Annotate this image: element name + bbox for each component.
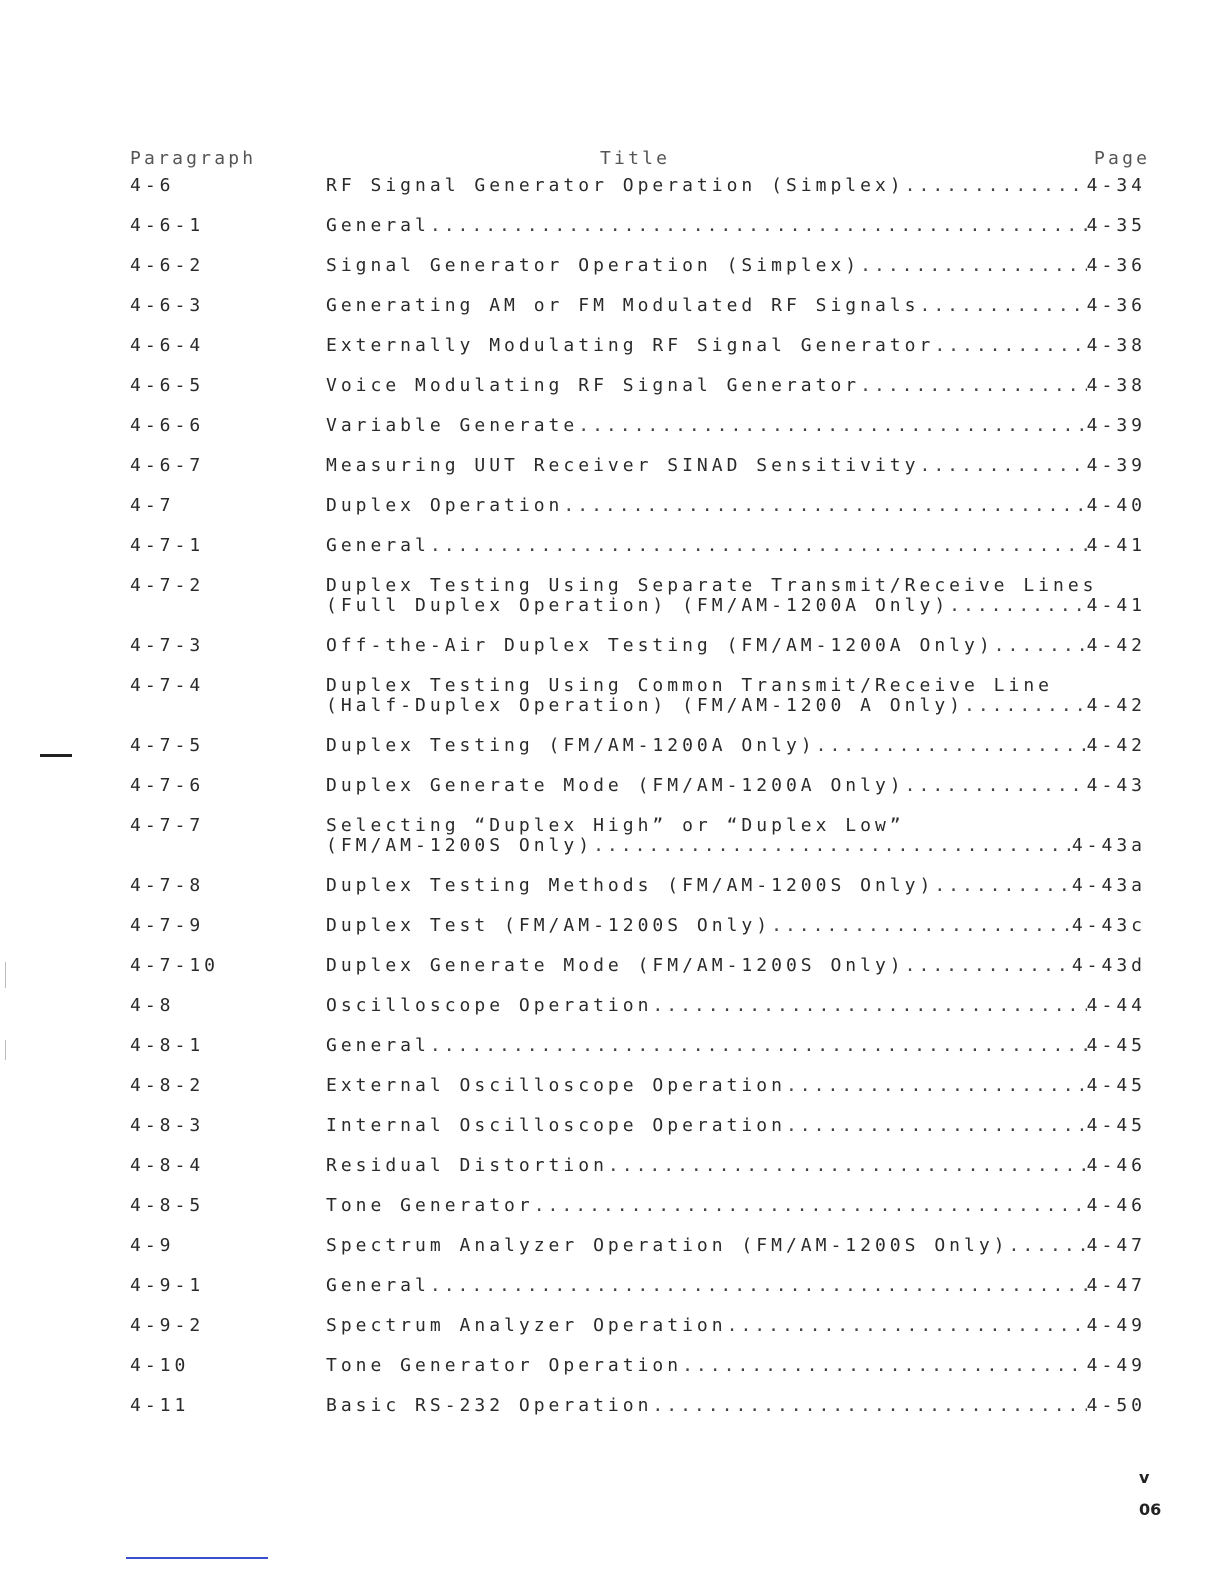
page-reference: 4-38 (1086, 336, 1146, 356)
entry-title: Basic RS-232 Operation (326, 1396, 653, 1416)
toc-entry (0, 1036, 1224, 1076)
toc-entry (0, 496, 1224, 536)
page-reference: 4-41 (1086, 596, 1146, 616)
entry-title-line (326, 1236, 1146, 1256)
dot-leader (430, 216, 1087, 236)
toc-entry (0, 296, 1224, 336)
entry-title: Spectrum Analyzer Operation (FM/AM-1200S Only) (326, 1236, 1009, 1256)
paragraph-number: 4-7-5 (130, 735, 205, 756)
entry-title: Variable Generate (326, 416, 579, 436)
page-reference: 4-36 (1086, 296, 1146, 316)
toc-entry (0, 1356, 1224, 1396)
paragraph-number: 4-6-3 (130, 295, 205, 316)
toc-entry (0, 776, 1224, 816)
entry-title: Duplex Testing (FM/AM-1200A Only) (326, 736, 816, 756)
toc-entry (0, 216, 1224, 256)
entry-title: Selecting “Duplex High” or “Duplex Low” (326, 815, 905, 836)
dot-leader (964, 696, 1087, 716)
page-reference: 4-49 (1086, 1316, 1146, 1336)
entry-title-line (326, 496, 1146, 516)
page-reference: 4-49 (1086, 1356, 1146, 1376)
dot-leader (934, 336, 1086, 356)
entry-title-line (326, 1036, 1146, 1056)
paragraph-number: 4-6-7 (130, 455, 205, 476)
column-header-paragraph: Paragraph (130, 148, 257, 169)
toc-entry (0, 456, 1224, 496)
toc-entry (0, 1156, 1224, 1196)
entry-title-line (326, 1396, 1146, 1416)
entry-title: External Oscilloscope Operation (326, 1076, 786, 1096)
entry-title-line (326, 376, 1146, 396)
toc-entry (0, 376, 1224, 416)
entry-title: General (326, 536, 430, 556)
paragraph-number: 4-6-1 (130, 215, 205, 236)
paragraph-number: 4-7-7 (130, 815, 205, 836)
entry-title-line (326, 696, 1146, 716)
entry-title-line (326, 736, 1146, 756)
entry-title: Tone Generator (326, 1196, 534, 1216)
entry-title: Residual Distortion (326, 1156, 608, 1176)
paragraph-number: 4-6-2 (130, 255, 205, 276)
page-reference: 4-46 (1086, 1196, 1146, 1216)
page-reference: 4-45 (1086, 1036, 1146, 1056)
dot-leader (682, 1356, 1087, 1376)
page-reference: 4-39 (1086, 456, 1146, 476)
entry-title-continuation: (Full Duplex Operation) (FM/AM-1200A Only) (326, 596, 950, 616)
toc-entry (0, 1116, 1224, 1156)
paragraph-number: 4-7-2 (130, 575, 205, 596)
paragraph-number: 4-7 (130, 495, 175, 516)
entry-title-line (326, 1316, 1146, 1336)
entry-title-line (326, 1156, 1146, 1176)
page-reference: 4-45 (1086, 1116, 1146, 1136)
paragraph-number: 4-6-4 (130, 335, 205, 356)
dot-leader (786, 1116, 1087, 1136)
scan-artifact-line (5, 962, 6, 988)
entry-title-line (326, 1196, 1146, 1216)
paragraph-number: 4-9-1 (130, 1275, 205, 1296)
entry-title-line (326, 876, 1146, 896)
entry-title-line (326, 1356, 1146, 1376)
entry-title: Voice Modulating RF Signal Generator (326, 376, 861, 396)
entry-title: Tone Generator Operation (326, 1356, 683, 1376)
entry-title-line (326, 596, 1146, 616)
page-reference: 4-47 (1086, 1276, 1146, 1296)
entry-title: Measuring UUT Receiver SINAD Sensitivity (326, 456, 920, 476)
page-reference: 4-35 (1086, 216, 1146, 236)
page-reference: 4-42 (1086, 636, 1146, 656)
paragraph-number: 4-8-4 (130, 1155, 205, 1176)
page-reference: 4-43a (1071, 876, 1146, 896)
dot-leader (994, 636, 1087, 656)
entry-title-line (326, 416, 1146, 436)
page-reference: 4-40 (1086, 496, 1146, 516)
paragraph-number: 4-7-9 (130, 915, 205, 936)
entry-title: Generating AM or FM Modulated RF Signals (326, 296, 920, 316)
entry-title-line (326, 296, 1146, 316)
toc-entry (0, 996, 1224, 1036)
page-reference: 4-41 (1086, 536, 1146, 556)
entry-title-line (326, 536, 1146, 556)
paragraph-number: 4-7-1 (130, 535, 205, 556)
paragraph-number: 4-7-3 (130, 635, 205, 656)
dot-leader (608, 1156, 1087, 1176)
toc-entry (0, 1076, 1224, 1116)
page-number-roman: v (1139, 1468, 1150, 1487)
entry-title-continuation: (FM/AM-1200S Only) (326, 836, 594, 856)
toc-entry (0, 916, 1224, 956)
dot-leader (578, 416, 1086, 436)
dot-leader (652, 996, 1086, 1016)
page-reference: 4-39 (1086, 416, 1146, 436)
paragraph-number: 4-6-6 (130, 415, 205, 436)
entry-title-line (326, 956, 1146, 976)
toc-entry (0, 576, 1224, 636)
page-reference: 4-38 (1086, 376, 1146, 396)
entry-title: Duplex Testing Methods (FM/AM-1200S Only) (326, 876, 935, 896)
dot-leader (905, 956, 1072, 976)
entry-title: General (326, 1036, 430, 1056)
entry-title-line (326, 636, 1146, 656)
page-reference: 4-34 (1086, 176, 1146, 196)
toc-entry (0, 816, 1224, 876)
paragraph-number: 4-7-10 (130, 955, 220, 976)
entry-title-line (326, 776, 1146, 796)
toc-entry (0, 256, 1224, 296)
dot-leader (430, 1276, 1087, 1296)
paragraph-number: 4-7-6 (130, 775, 205, 796)
dot-leader (816, 736, 1087, 756)
page-reference: 4-42 (1086, 736, 1146, 756)
page-code: 06 (1139, 1500, 1162, 1519)
paragraph-number: 4-8-3 (130, 1115, 205, 1136)
paragraph-number: 4-9 (130, 1235, 175, 1256)
entry-title-line (326, 916, 1146, 936)
dot-leader (652, 1396, 1086, 1416)
entry-title: Signal Generator Operation (Simplex) (326, 256, 861, 276)
page-reference: 4-50 (1086, 1396, 1146, 1416)
dot-leader (727, 1316, 1087, 1336)
toc-entry (0, 1396, 1224, 1436)
entry-title-line (326, 256, 1146, 276)
toc-entry (0, 336, 1224, 376)
dot-leader (786, 1076, 1087, 1096)
scan-artifact-line (5, 1040, 6, 1060)
entry-title: Off-the-Air Duplex Testing (FM/AM-1200A Only) (326, 636, 994, 656)
toc-entry (0, 536, 1224, 576)
page-reference: 4-43d (1071, 956, 1146, 976)
entry-title: Duplex Operation (326, 496, 564, 516)
dot-leader (934, 876, 1071, 896)
entry-title: Duplex Testing Using Separate Transmit/Receive Lines (326, 575, 1098, 596)
paragraph-number: 4-8-2 (130, 1075, 205, 1096)
toc-list (0, 176, 1224, 1436)
dot-leader (593, 836, 1072, 856)
dot-leader (919, 456, 1086, 476)
page-reference: 4-47 (1086, 1236, 1146, 1256)
entry-title-continuation: (Half-Duplex Operation) (FM/AM-1200 A Only) (326, 696, 964, 716)
dot-leader (563, 496, 1086, 516)
entry-title: General (326, 1276, 430, 1296)
toc-entry (0, 176, 1224, 216)
entry-title: Duplex Generate Mode (FM/AM-1200S Only) (326, 956, 905, 976)
paragraph-number: 4-11 (130, 1395, 190, 1416)
entry-title: RF Signal Generator Operation (Simplex) (326, 176, 905, 196)
bottom-rule (126, 1557, 268, 1559)
page-reference: 4-43a (1071, 836, 1146, 856)
paragraph-number: 4-9-2 (130, 1315, 205, 1336)
page-reference: 4-43c (1071, 916, 1146, 936)
page-reference: 4-42 (1086, 696, 1146, 716)
dot-leader (534, 1196, 1087, 1216)
entry-title-line (326, 836, 1146, 856)
dot-leader (905, 776, 1087, 796)
paragraph-number: 4-6-5 (130, 375, 205, 396)
page-reference: 4-36 (1086, 256, 1146, 276)
entry-title: Spectrum Analyzer Operation (326, 1316, 727, 1336)
toc-entry (0, 636, 1224, 676)
entry-title-line (326, 1116, 1146, 1136)
toc-entry (0, 1316, 1224, 1356)
toc-entry (0, 736, 1224, 776)
paragraph-number: 4-8-5 (130, 1195, 205, 1216)
paragraph-number: 4-7-4 (130, 675, 205, 696)
entry-title: General (326, 216, 430, 236)
toc-entry (0, 416, 1224, 456)
entry-title: Duplex Test (FM/AM-1200S Only) (326, 916, 772, 936)
page-reference: 4-46 (1086, 1156, 1146, 1176)
entry-title: Duplex Generate Mode (FM/AM-1200A Only) (326, 776, 905, 796)
entry-title-line (326, 216, 1146, 236)
dot-leader (919, 296, 1086, 316)
entry-title-line (326, 996, 1146, 1016)
paragraph-number: 4-6 (130, 175, 175, 196)
dot-leader (1009, 1236, 1087, 1256)
entry-title: Internal Oscilloscope Operation (326, 1116, 786, 1136)
toc-entry (0, 956, 1224, 996)
paragraph-number: 4-8 (130, 995, 175, 1016)
toc-entry (0, 1276, 1224, 1316)
paragraph-number: 4-7-8 (130, 875, 205, 896)
toc-entry (0, 1236, 1224, 1276)
entry-title-line (326, 1276, 1146, 1296)
entry-title-line (326, 176, 1146, 196)
entry-title: Duplex Testing Using Common Transmit/Receive Line (326, 675, 1054, 696)
entry-title: Externally Modulating RF Signal Generator (326, 336, 935, 356)
paragraph-number: 4-10 (130, 1355, 190, 1376)
paragraph-number: 4-8-1 (130, 1035, 205, 1056)
entry-title-line (326, 456, 1146, 476)
dot-leader (771, 916, 1072, 936)
dot-leader (860, 376, 1087, 396)
page-reference: 4-44 (1086, 996, 1146, 1016)
dot-leader (949, 596, 1086, 616)
toc-entry (0, 676, 1224, 736)
dot-leader (430, 1036, 1087, 1056)
page-reference: 4-45 (1086, 1076, 1146, 1096)
column-header-page: Page (1094, 148, 1151, 169)
entry-title-line (326, 1076, 1146, 1096)
toc-entry (0, 1196, 1224, 1236)
column-header-title: Title (600, 148, 671, 169)
page-reference: 4-43 (1086, 776, 1146, 796)
dot-leader (905, 176, 1087, 196)
toc-entry (0, 876, 1224, 916)
change-bar-mark (40, 754, 72, 757)
dot-leader (430, 536, 1087, 556)
entry-title: Oscilloscope Operation (326, 996, 653, 1016)
dot-leader (860, 256, 1087, 276)
entry-title-line (326, 336, 1146, 356)
